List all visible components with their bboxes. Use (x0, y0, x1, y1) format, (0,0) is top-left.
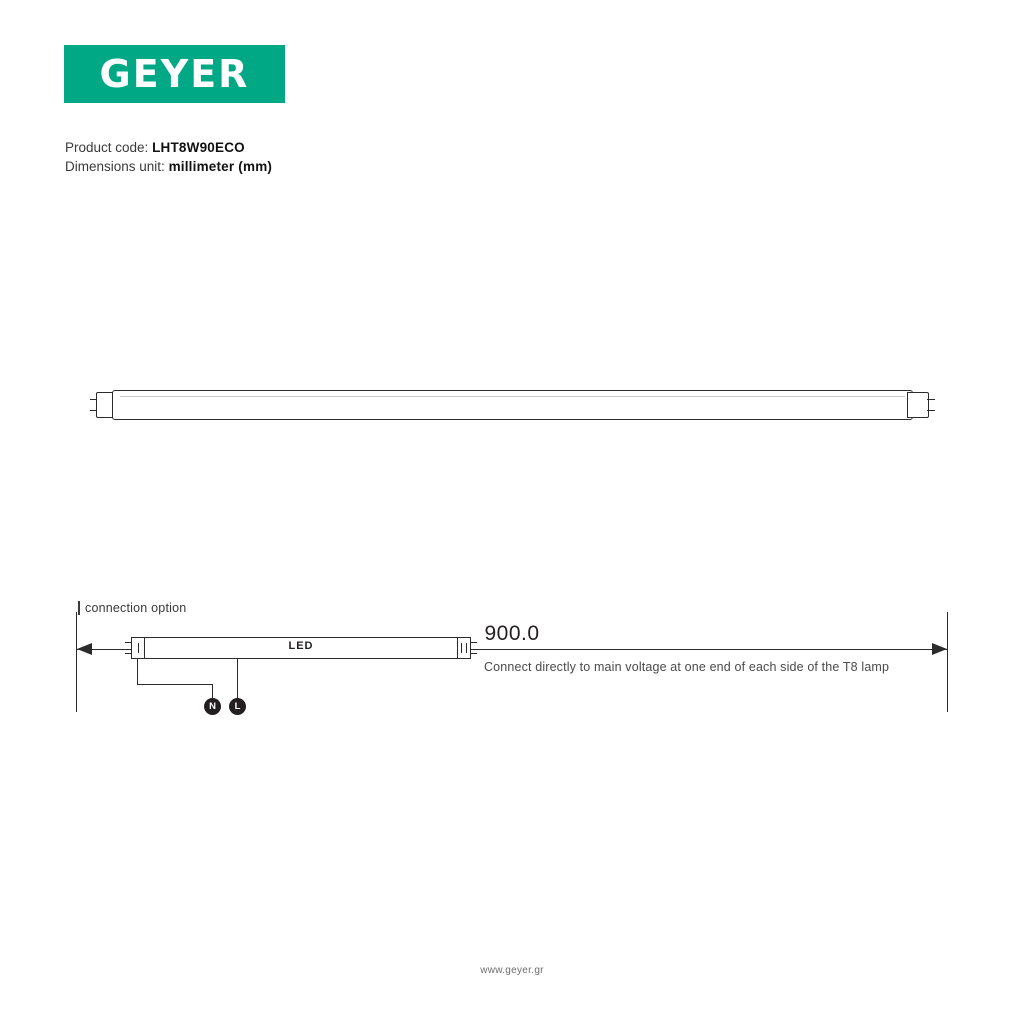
tube-pin-right-top (927, 399, 935, 400)
wire-neutral-horizontal (137, 684, 212, 685)
wire-live-vertical (237, 659, 238, 699)
terminal-live-label: L (234, 700, 241, 712)
product-code-label: Product code: (65, 140, 149, 155)
tube-endcap-right (907, 392, 929, 418)
terminal-neutral-label: N (209, 700, 216, 712)
tube-inner-highlight (120, 396, 905, 397)
dimensions-unit-label: Dimensions unit: (65, 159, 165, 174)
product-meta (65, 138, 272, 176)
conn-pin-right-bottom (471, 653, 477, 654)
tube-pin-right-bottom (927, 410, 935, 411)
wire-neutral-vertical (137, 659, 138, 684)
terminal-live (229, 698, 246, 715)
wire-neutral-drop (212, 684, 213, 699)
length-dimension-label: 900.0 (484, 622, 540, 645)
product-code-row (65, 138, 272, 157)
t8-tube-drawing (90, 386, 935, 424)
terminal-neutral (204, 698, 221, 715)
connection-option-title: connection option (78, 600, 186, 616)
connection-note: Connect directly to main voltage at one end of each side of the T8 lamp (484, 660, 890, 674)
brand-logo-text: GEYER (99, 52, 250, 96)
connection-lamp-drawing (130, 637, 472, 659)
dimensions-unit-value: millimeter (mm) (168, 159, 273, 174)
product-code-value: LHT8W90ECO (152, 140, 245, 155)
tube-body (112, 390, 913, 420)
brand-logo (64, 45, 285, 103)
footer-website: www.geyer.gr (480, 965, 544, 976)
dimensions-unit-row (65, 157, 272, 176)
conn-lamp-label: LED (288, 640, 314, 652)
